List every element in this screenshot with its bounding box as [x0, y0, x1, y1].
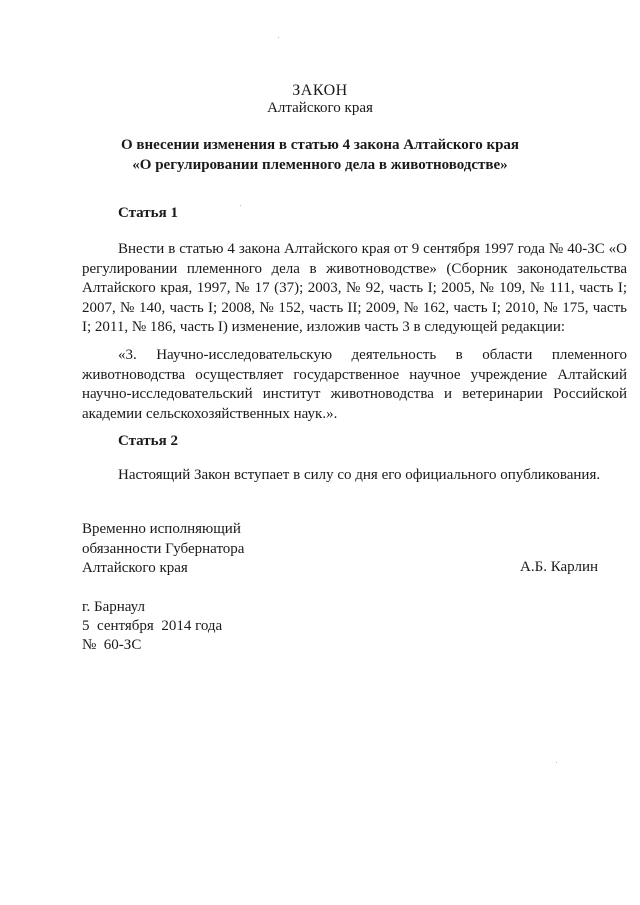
- signature-position-line3: Алтайского края: [82, 560, 188, 576]
- article1-paragraph2: «3. Научно-исследовательскую деятельность в области племенного животноводства осуществляет государственное научное учреждение Алтайский научно-исследовательский институт животноводства и ветеринарии Российской академии сельскохозяйственных наук.».: [82, 347, 627, 422]
- article1-paragraph1: Внести в статью 4 закона Алтайского края от 9 сентября 1997 года № 40-ЗС «О регулировании племенного дела в животноводстве» (Сборник законодательства Алтайского края, 1997, № 17 (37); 2003, № 92, часть I; 2005, № 109, № 111, часть I; 2007, № 140, часть I; 2008, № 152, часть II; 2009, № 162, часть I; 2010, № 175, часть I; 2011, № 186, часть I) изменение, изложив часть 3 в следующей редакции:: [82, 241, 627, 335]
- law-title: ЗАКОН: [292, 82, 348, 99]
- signature-position-line2: обязанности Губернатора: [82, 540, 245, 557]
- document-heading: [0, 135, 640, 175]
- article2-title: Статья 2: [118, 433, 178, 449]
- signature-block: [82, 520, 244, 579]
- document-number: № 60-ЗС: [82, 637, 142, 653]
- document-heading-line1: О внесении изменения в статью 4 закона Алтайского края: [120, 137, 520, 153]
- law-region: Алтайского края: [267, 100, 373, 116]
- document-heading-line2: «О регулировании племенного дела в животноводстве»: [132, 157, 508, 173]
- document-city: г. Барнаул: [82, 599, 145, 615]
- article2-paragraph: Настоящий Закон вступает в силу со дня его официального опубликования.: [118, 467, 601, 483]
- signatory-name: А.Б. Карлин: [520, 559, 599, 575]
- scan-speck: [240, 205, 241, 206]
- document-meta: [82, 598, 222, 655]
- scan-speck: [556, 762, 557, 763]
- scan-speck: [278, 37, 279, 38]
- document-date: 5 сентября 2014 года: [82, 618, 223, 634]
- signature-position-line1: Временно исполняющий: [82, 521, 241, 537]
- article1-title: Статья 1: [118, 205, 178, 221]
